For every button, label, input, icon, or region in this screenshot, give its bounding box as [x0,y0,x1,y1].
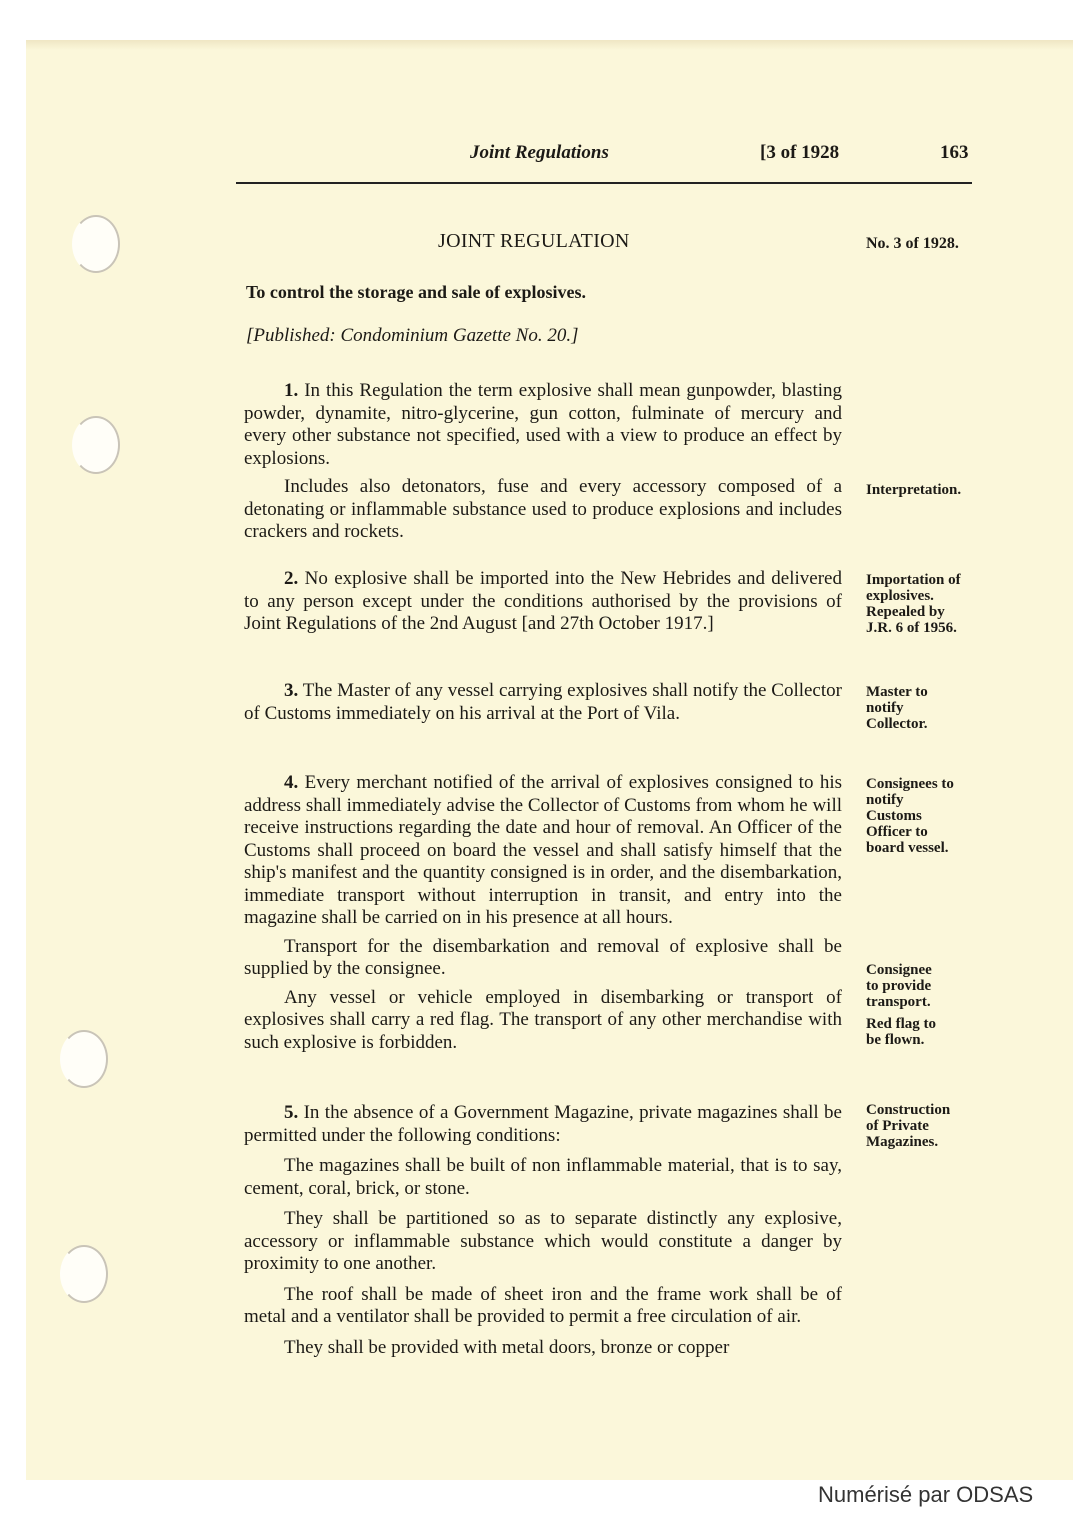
running-title: Joint Regulations [470,142,609,163]
paragraph: Any vessel or vehicle employed in disembarking or transport of explosives shall carry a red flag. The transport of any other merchandise with such explosive is forbidden. [244,986,842,1053]
punch-hole-icon [72,215,120,273]
section-3 [244,680,842,725]
paragraph-text: No explosive shall be imported into the New Hebrides and delivered to any person except under the conditions authorised by the provisions of Joint Regulations of the 2nd August [and 27th October 1917.] [244,568,842,634]
regulation-ref: [3 of 1928 [760,142,840,163]
punch-hole-icon [60,1245,108,1303]
punch-hole-icon [60,1030,108,1088]
regulation-subtitle: To control the storage and sale of explosives. [246,282,586,302]
margin-note-red-flag: Red flag to be flown. [866,1016,936,1048]
punch-hole-icon [72,416,120,474]
paragraph [244,380,842,470]
paragraph [244,568,842,636]
margin-note-consignees: Consignees to notify Customs Officer to board vessel. [866,776,954,856]
margin-note-interpretation: Interpretation. [866,482,962,498]
paragraph: Transport for the disembarkation and removal of explosive shall be supplied by the consignee. [244,935,842,979]
section-number: 2. [284,568,299,589]
regulation-number: No. 3 of 1928. [866,235,959,252]
section-number: 3. [284,680,299,701]
page-title: JOINT REGULATION [438,230,630,252]
header-rule [236,182,972,184]
section-number: 4. [284,772,299,793]
paragraph [244,772,842,930]
paragraph: Includes also detonators, fuse and every accessory composed of a detonating or inflammable substance used to produce explosions and includes crackers and rockets. [244,476,842,542]
margin-note-master: Master to notify Collector. [866,684,928,732]
paper-top-edge [26,40,1073,50]
paragraph-text: In the absence of a Government Magazine, private magazines shall be permitted under the following conditions: [244,1102,842,1146]
paragraph: They shall be provided with metal doors, bronze or copper [284,1336,730,1358]
paragraph: The roof shall be made of sheet iron and the frame work shall be of metal and a ventilator shall be provided to permit a free circulation of air. [244,1283,842,1327]
paragraph-text: Every merchant notified of the arrival of explosives consigned to his address shall immediately advise the Collector of Customs from whom he will receive instructions regarding the date and hour of removal. An Officer of the Customs shall proceed on board the vessel and shall satisfy himself that the ship's manifest and the quantity consigned is in order, and the disembarkation, immediate transport without interruption in transit, and entry into the magazine shall be carried on in his presence at all hours. [244,772,842,928]
scan-watermark: Numérisé par ODSAS [818,1482,1034,1507]
margin-note-transport: Consignee to provide transport. [866,962,932,1010]
paragraph-text: In this Regulation the term explosive shall mean gunpowder, blasting powder, dynamite, nitro-glycerine, gun cotton, fulminate of mercury and every other substance not specified, used with a view to produce an effect by explosions. [244,380,843,469]
section-4 [244,772,842,1054]
margin-note-construction: Construction of Private Magazines. [866,1102,951,1150]
published-note: [Published: Condominium Gazette No. 20.] [246,325,579,346]
margin-note-importation: Importation of explosives. Repealed by J.R. 6 of 1956. [866,572,961,636]
section-number: 5. [284,1102,299,1123]
paragraph: The magazines shall be built of non inflammable material, that is to say, cement, coral, brick, or stone. [244,1155,842,1199]
paragraph [244,1102,842,1147]
section-1 [244,380,842,544]
section-number: 1. [284,380,299,401]
section-2 [244,568,842,636]
paragraph: They shall be partitioned so as to separate distinctly any explosive, accessory or inflammable substance which would constitute a danger by proximity to one another. [244,1208,842,1274]
page-number: 163 [940,142,969,163]
section-5 [244,1102,842,1359]
paragraph [244,680,842,725]
paragraph-text: The Master of any vessel carrying explosives shall notify the Collector of Customs immediately on his arrival at the Port of Vila. [244,680,842,724]
